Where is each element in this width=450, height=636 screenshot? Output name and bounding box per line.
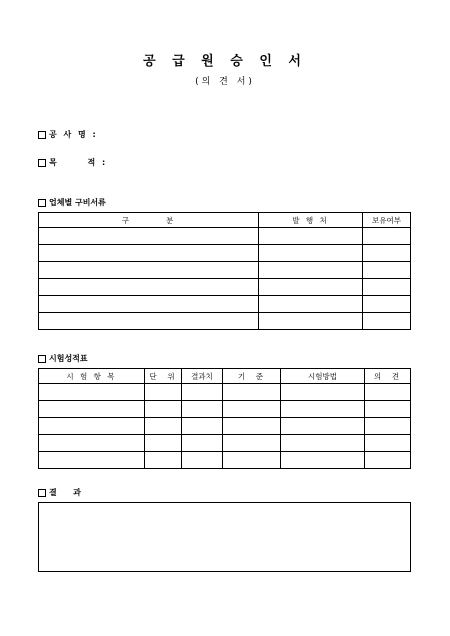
table-cell[interactable] bbox=[365, 435, 411, 452]
table-cell[interactable] bbox=[365, 452, 411, 469]
table-header-row bbox=[39, 369, 411, 384]
table-row bbox=[39, 313, 411, 330]
result-text-box[interactable] bbox=[38, 502, 411, 572]
table-cell[interactable] bbox=[365, 384, 411, 401]
table-cell[interactable] bbox=[259, 228, 363, 245]
table-cell[interactable] bbox=[39, 262, 259, 279]
table-cell[interactable] bbox=[281, 435, 365, 452]
project-name-label: 공 사 명 : bbox=[49, 130, 98, 139]
column-header-method: 시험방법 bbox=[281, 369, 365, 384]
result-heading-label: 결 과 bbox=[49, 488, 83, 497]
table-cell[interactable] bbox=[259, 313, 363, 330]
table-cell[interactable] bbox=[259, 245, 363, 262]
table-row bbox=[39, 228, 411, 245]
table-cell[interactable] bbox=[182, 452, 223, 469]
table-cell[interactable] bbox=[259, 279, 363, 296]
test-heading-label: 시험성적표 bbox=[49, 354, 88, 363]
documents-table bbox=[38, 212, 411, 330]
table-cell[interactable] bbox=[363, 262, 411, 279]
table-cell[interactable] bbox=[145, 452, 182, 469]
table-cell[interactable] bbox=[182, 384, 223, 401]
column-header-issuer: 발 행 처 bbox=[259, 213, 363, 228]
column-header-category: 구 분 bbox=[39, 213, 259, 228]
column-header-result: 결과치 bbox=[182, 369, 223, 384]
table-cell[interactable] bbox=[365, 401, 411, 418]
table-header-row bbox=[39, 213, 411, 228]
document-title: 공 급 원 승 인 서 bbox=[143, 54, 307, 69]
table-cell[interactable] bbox=[281, 384, 365, 401]
checkbox-square-icon bbox=[38, 131, 46, 139]
table-row bbox=[39, 435, 411, 452]
table-cell[interactable] bbox=[39, 384, 145, 401]
table-row bbox=[39, 452, 411, 469]
table-cell[interactable] bbox=[39, 228, 259, 245]
table-cell[interactable] bbox=[39, 313, 259, 330]
table-cell[interactable] bbox=[363, 296, 411, 313]
purpose-label: 목 적 : bbox=[49, 158, 108, 167]
project-name-field bbox=[38, 129, 98, 140]
table-row bbox=[39, 262, 411, 279]
table-cell[interactable] bbox=[281, 452, 365, 469]
table-cell[interactable] bbox=[182, 401, 223, 418]
documents-heading-label: 업체별 구비서류 bbox=[49, 198, 106, 207]
table-cell[interactable] bbox=[223, 384, 281, 401]
table-cell[interactable] bbox=[182, 435, 223, 452]
table-row bbox=[39, 418, 411, 435]
table-cell[interactable] bbox=[363, 279, 411, 296]
checkbox-square-icon bbox=[38, 355, 46, 363]
table-cell[interactable] bbox=[145, 435, 182, 452]
test-results-table bbox=[38, 368, 411, 469]
test-section-heading bbox=[38, 353, 88, 364]
table-cell[interactable] bbox=[145, 384, 182, 401]
column-header-unit: 단 위 bbox=[145, 369, 182, 384]
table-cell[interactable] bbox=[223, 401, 281, 418]
table-cell[interactable] bbox=[223, 452, 281, 469]
table-cell[interactable] bbox=[259, 262, 363, 279]
table-cell[interactable] bbox=[39, 435, 145, 452]
column-header-test-item: 시 험 항 목 bbox=[39, 369, 145, 384]
table-cell[interactable] bbox=[281, 418, 365, 435]
table-cell[interactable] bbox=[39, 401, 145, 418]
table-cell[interactable] bbox=[259, 296, 363, 313]
table-cell[interactable] bbox=[363, 245, 411, 262]
table-row bbox=[39, 279, 411, 296]
column-header-opinion: 의 견 bbox=[365, 369, 411, 384]
table-cell[interactable] bbox=[39, 452, 145, 469]
column-header-possession: 보유여부 bbox=[363, 213, 411, 228]
table-row bbox=[39, 296, 411, 313]
table-cell[interactable] bbox=[223, 418, 281, 435]
checkbox-square-icon bbox=[38, 199, 46, 207]
result-section-heading bbox=[38, 487, 83, 498]
table-cell[interactable] bbox=[182, 418, 223, 435]
table-cell[interactable] bbox=[39, 296, 259, 313]
checkbox-square-icon bbox=[38, 159, 46, 167]
column-header-standard: 기 준 bbox=[223, 369, 281, 384]
purpose-field bbox=[38, 157, 107, 168]
table-row bbox=[39, 245, 411, 262]
table-row bbox=[39, 384, 411, 401]
table-cell[interactable] bbox=[39, 245, 259, 262]
table-cell[interactable] bbox=[145, 418, 182, 435]
table-cell[interactable] bbox=[281, 401, 365, 418]
documents-section-heading bbox=[38, 197, 106, 208]
table-cell[interactable] bbox=[363, 313, 411, 330]
table-cell[interactable] bbox=[223, 435, 281, 452]
table-cell[interactable] bbox=[39, 279, 259, 296]
document-subtitle: (의 견 서) bbox=[195, 77, 255, 87]
table-cell[interactable] bbox=[365, 418, 411, 435]
checkbox-square-icon bbox=[38, 489, 46, 497]
table-cell[interactable] bbox=[39, 418, 145, 435]
table-cell[interactable] bbox=[145, 401, 182, 418]
table-cell[interactable] bbox=[363, 228, 411, 245]
table-row bbox=[39, 401, 411, 418]
